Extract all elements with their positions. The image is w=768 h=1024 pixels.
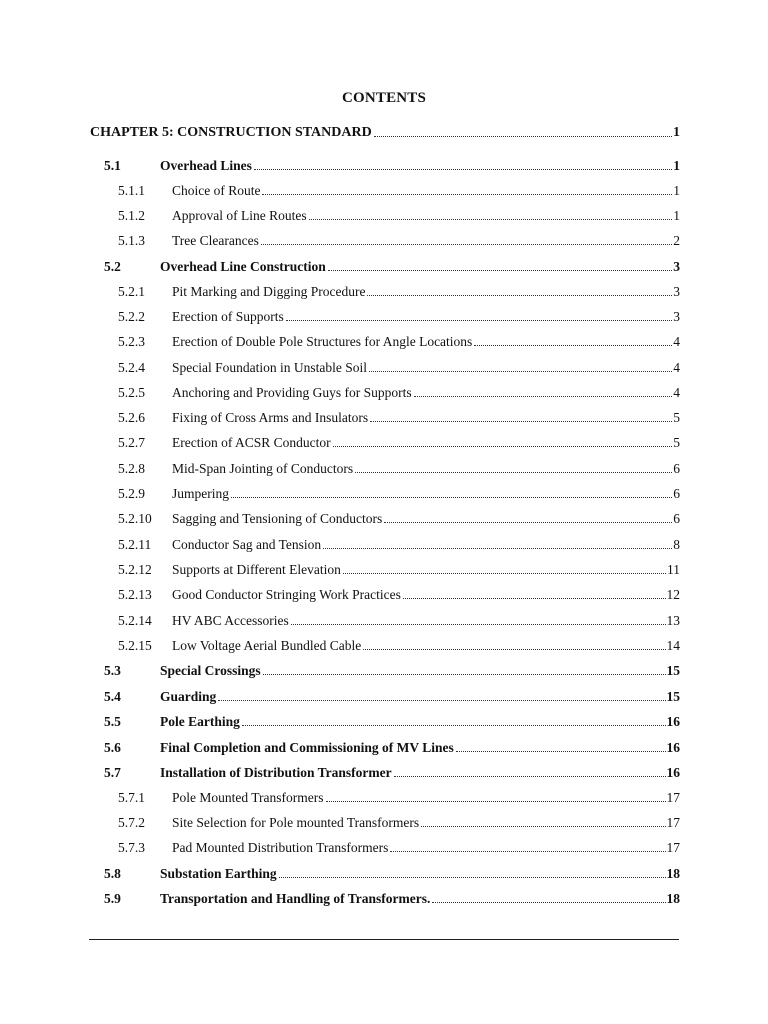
- toc-entry-title: Substation Earthing: [160, 866, 277, 881]
- toc-entry-page: 16: [666, 765, 680, 780]
- toc-entry-title: Erection of Supports: [172, 309, 284, 324]
- toc-entry[interactable]: [0, 838, 768, 858]
- dot-leader: [262, 194, 672, 195]
- toc-entry-number: 5.1.3: [118, 233, 145, 248]
- dot-leader: [279, 877, 666, 878]
- toc-entry-page: 15: [666, 663, 680, 678]
- toc-entry[interactable]: [0, 123, 768, 143]
- toc-entry-number: 5.2.2: [118, 309, 145, 324]
- toc-entry-number: 5.2.1: [118, 284, 145, 299]
- toc-entry-title: Mid-Span Jointing of Conductors: [172, 461, 354, 476]
- toc-entry-number: 5.2.14: [118, 613, 152, 628]
- toc-entry-page: 3: [673, 284, 680, 299]
- toc-entry-title: Erection of Double Pole Structures for Angle Locations: [172, 334, 473, 349]
- toc-entry-title: Sagging and Tensioning of Conductors: [172, 511, 383, 526]
- toc-entry[interactable]: [0, 889, 768, 909]
- toc-entry[interactable]: [0, 813, 768, 833]
- toc-entry-title: Site Selection for Pole mounted Transformers: [172, 815, 420, 830]
- toc-entry-title: Conductor Sag and Tension: [172, 537, 322, 552]
- toc-entry[interactable]: [0, 661, 768, 681]
- toc-entry-number: 5.2.12: [118, 562, 152, 577]
- toc-entry-title: Final Completion and Commissioning of MV Lines: [160, 740, 454, 755]
- toc-entry-page: 11: [667, 562, 680, 577]
- toc-entry-page: 3: [673, 259, 680, 274]
- toc-entry[interactable]: [0, 459, 768, 479]
- toc-entry-title: Erection of ACSR Conductor: [172, 435, 331, 450]
- dot-leader: [414, 396, 673, 397]
- toc-entry-title: Jumpering: [172, 486, 229, 501]
- toc-entry-page: 17: [666, 790, 680, 805]
- toc-entry-title: Guarding: [160, 689, 217, 704]
- toc-entry-title: Installation of Distribution Transformer: [160, 765, 392, 780]
- toc-entry-page: 4: [673, 334, 680, 349]
- toc-entry[interactable]: [0, 687, 768, 707]
- toc-entry-page: 5: [673, 435, 680, 450]
- toc-entry[interactable]: [0, 484, 768, 504]
- toc-entry-page: 1: [673, 158, 680, 173]
- toc-entry-title: Transportation and Handling of Transformers.: [160, 891, 431, 906]
- toc-entry-number: 5.3: [104, 663, 121, 678]
- footer-divider: [89, 939, 679, 940]
- toc-entry-number: 5.7.1: [118, 790, 145, 805]
- toc-entry-number: 5.2.7: [118, 435, 145, 450]
- toc-entry-title: CHAPTER 5: CONSTRUCTION STANDARD: [90, 125, 372, 140]
- toc-entry[interactable]: [0, 181, 768, 201]
- toc-entry-page: 6: [673, 486, 680, 501]
- dot-leader: [421, 826, 665, 827]
- toc-entry[interactable]: [0, 332, 768, 352]
- toc-entry-title: HV ABC Accessories: [172, 613, 289, 628]
- toc-entry[interactable]: [0, 257, 768, 277]
- toc-entry-number: 5.9: [104, 891, 121, 906]
- dot-leader: [374, 136, 672, 137]
- toc-entry-number: 5.2.9: [118, 486, 145, 501]
- toc-entry[interactable]: [0, 560, 768, 580]
- dot-leader: [474, 345, 672, 346]
- dot-leader: [355, 472, 672, 473]
- toc-entry-page: 8: [673, 537, 680, 552]
- toc-entry-number: 5.6: [104, 740, 121, 755]
- dot-leader: [390, 851, 665, 852]
- toc-entry[interactable]: [0, 509, 768, 529]
- toc-entry[interactable]: [0, 358, 768, 378]
- dot-leader: [326, 801, 666, 802]
- dot-leader: [384, 522, 672, 523]
- toc-entry-page: 6: [673, 511, 680, 526]
- toc-entry-title: Overhead Line Construction: [160, 259, 326, 274]
- toc-entry-title: Tree Clearances: [172, 233, 259, 248]
- toc-entry-title: Fixing of Cross Arms and Insulators: [172, 410, 369, 425]
- toc-entry[interactable]: [0, 788, 768, 808]
- toc-entry-title: Pole Mounted Transformers: [172, 790, 324, 805]
- dot-leader: [242, 725, 666, 726]
- toc-entry[interactable]: [0, 433, 768, 453]
- toc-entry-title: Low Voltage Aerial Bundled Cable: [172, 638, 362, 653]
- toc-entry-page: 18: [666, 866, 680, 881]
- toc-entry-page: 4: [673, 360, 680, 375]
- dot-leader: [394, 776, 666, 777]
- dot-leader: [254, 169, 672, 170]
- toc-entry-page: 1: [673, 125, 680, 140]
- toc-entry[interactable]: [0, 864, 768, 884]
- toc-entry-page: 2: [673, 233, 680, 248]
- toc-entry[interactable]: [0, 156, 768, 176]
- toc-entry-number: 5.4: [104, 689, 121, 704]
- dot-leader: [363, 649, 665, 650]
- toc-entry[interactable]: [0, 206, 768, 226]
- toc-entry-title: Overhead Lines: [160, 158, 252, 173]
- toc-entry-number: 5.2.3: [118, 334, 145, 349]
- toc-entry[interactable]: [0, 383, 768, 403]
- page-title: CONTENTS: [341, 90, 427, 106]
- dot-leader: [333, 446, 673, 447]
- toc-entry-title: Pit Marking and Digging Procedure: [172, 284, 366, 299]
- toc-entry-page: 12: [666, 587, 680, 602]
- dot-leader: [367, 295, 672, 296]
- toc-entry-page: 1: [673, 208, 680, 223]
- toc-entry-number: 5.2.15: [118, 638, 152, 653]
- toc-entry-page: 15: [666, 689, 680, 704]
- toc-entry-number: 5.1.1: [118, 183, 145, 198]
- dot-leader: [309, 219, 673, 220]
- toc-entry-page: 14: [666, 638, 680, 653]
- toc-entry-title: Special Crossings: [160, 663, 261, 678]
- dot-leader: [403, 598, 666, 599]
- toc-entry-title: Anchoring and Providing Guys for Supports: [172, 385, 412, 400]
- toc-entry-page: 5: [673, 410, 680, 425]
- dot-leader: [263, 674, 666, 675]
- toc-entry[interactable]: [0, 307, 768, 327]
- toc-entry[interactable]: [0, 585, 768, 605]
- toc-entry-number: 5.2.10: [118, 511, 152, 526]
- toc-entry-page: 6: [673, 461, 680, 476]
- toc-entry-title: Good Conductor Stringing Work Practices: [172, 587, 401, 602]
- toc-entry[interactable]: [0, 282, 768, 302]
- toc-entry[interactable]: [0, 535, 768, 555]
- toc-entry-number: 5.2.4: [118, 360, 145, 375]
- toc-entry[interactable]: [0, 763, 768, 783]
- toc-entry-number: 5.2: [104, 259, 121, 274]
- toc-entry-number: 5.2.5: [118, 385, 145, 400]
- toc-entry-title: Pad Mounted Distribution Transformers: [172, 840, 389, 855]
- toc-entry-title: Approval of Line Routes: [172, 208, 307, 223]
- toc-entry-number: 5.2.11: [118, 537, 152, 552]
- dot-leader: [370, 421, 672, 422]
- toc-entry-title: Pole Earthing: [160, 714, 240, 729]
- toc-entry[interactable]: [0, 738, 768, 758]
- toc-entry-number: 5.1: [104, 158, 121, 173]
- toc-entry-page: 3: [673, 309, 680, 324]
- toc-entry-number: 5.1.2: [118, 208, 145, 223]
- toc-entry-page: 18: [666, 891, 680, 906]
- toc-entry-number: 5.7.2: [118, 815, 145, 830]
- toc-entry-page: 4: [673, 385, 680, 400]
- dot-leader: [286, 320, 673, 321]
- dot-leader: [432, 902, 665, 903]
- toc-entry-number: 5.2.13: [118, 587, 152, 602]
- toc-entry-number: 5.7: [104, 765, 121, 780]
- toc-entry[interactable]: [0, 408, 768, 428]
- toc-entry-page: 16: [666, 714, 680, 729]
- toc-entry-number: 5.5: [104, 714, 121, 729]
- dot-leader: [323, 548, 672, 549]
- dot-leader: [343, 573, 666, 574]
- toc-entry-number: 5.2.8: [118, 461, 145, 476]
- toc-entry-title: Supports at Different Elevation: [172, 562, 341, 577]
- toc-entry-page: 1: [673, 183, 680, 198]
- dot-leader: [456, 751, 666, 752]
- dot-leader: [328, 270, 672, 271]
- toc-entry-page: 13: [666, 613, 680, 628]
- toc-entry-page: 17: [666, 840, 680, 855]
- toc-entry-number: 5.2.6: [118, 410, 145, 425]
- toc-entry[interactable]: [0, 712, 768, 732]
- dot-leader: [291, 624, 666, 625]
- toc-entry[interactable]: [0, 611, 768, 631]
- dot-leader: [369, 371, 672, 372]
- toc-entry-page: 16: [666, 740, 680, 755]
- toc-entry-page: 17: [666, 815, 680, 830]
- toc-entry-number: 5.7.3: [118, 840, 145, 855]
- dot-leader: [218, 700, 665, 701]
- toc-entry-number: 5.8: [104, 866, 121, 881]
- dot-leader: [231, 497, 672, 498]
- toc-entry-title: Choice of Route: [172, 183, 261, 198]
- dot-leader: [261, 244, 672, 245]
- toc-entry-title: Special Foundation in Unstable Soil: [172, 360, 367, 375]
- toc-entry[interactable]: [0, 636, 768, 656]
- toc-entry[interactable]: [0, 231, 768, 251]
